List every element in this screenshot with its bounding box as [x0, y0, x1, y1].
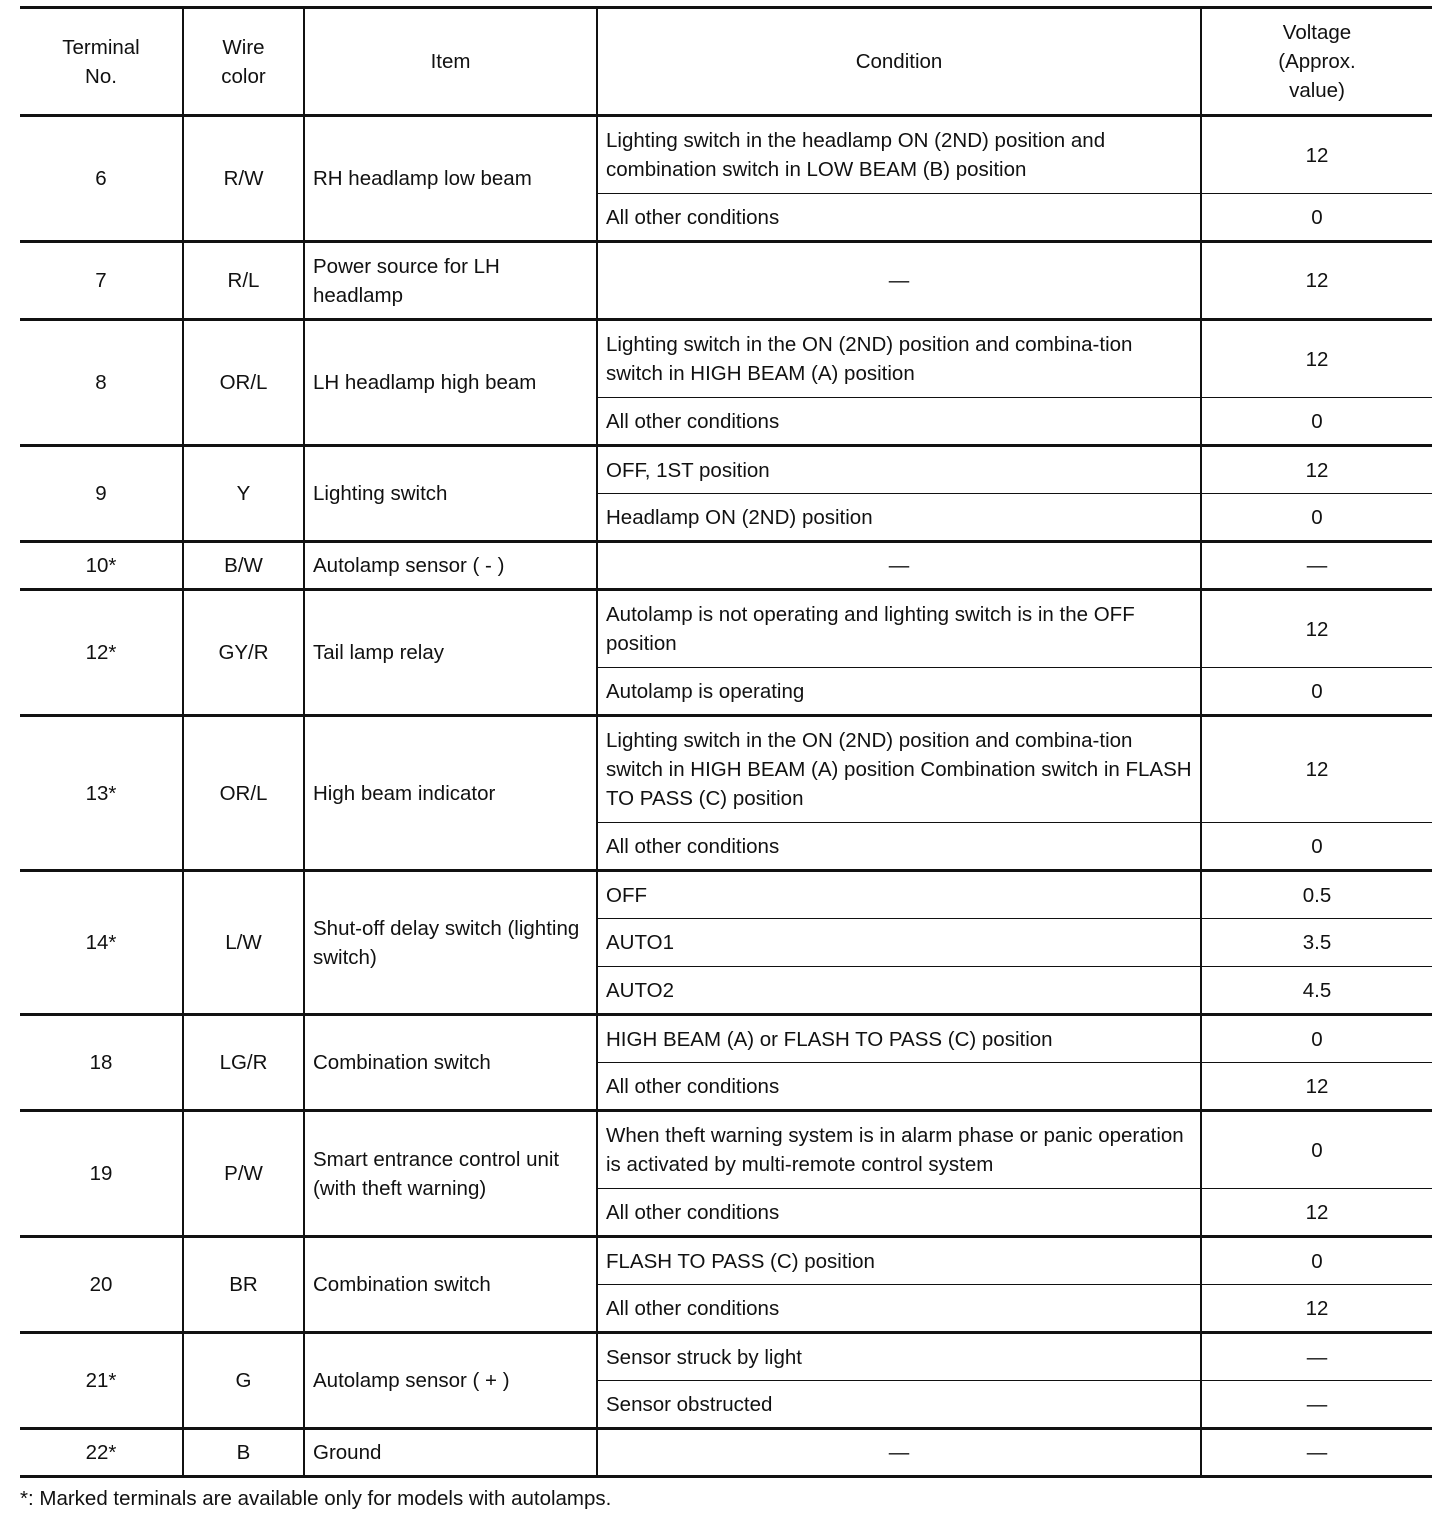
table-row	[20, 1015, 1432, 1063]
condition-cell: Autolamp is not operating and lighting switch is in the OFF position	[597, 590, 1201, 668]
table-row	[20, 1111, 1432, 1189]
condition-cell: FLASH TO PASS (C) position	[597, 1237, 1201, 1285]
item-cell: Combination switch	[304, 1237, 597, 1333]
table-row	[20, 1333, 1432, 1381]
voltage-cell: 0	[1201, 823, 1432, 871]
condition-cell: All other conditions	[597, 194, 1201, 242]
condition-cell: Headlamp ON (2ND) position	[597, 494, 1201, 542]
item-cell: Ground	[304, 1429, 597, 1477]
voltage-cell: 0	[1201, 668, 1432, 716]
terminal-voltage-table-container	[20, 6, 1432, 1478]
item-cell: RH headlamp low beam	[304, 116, 597, 242]
condition-cell: All other conditions	[597, 1189, 1201, 1237]
table-row	[20, 116, 1432, 194]
wire-color-cell: P/W	[183, 1111, 304, 1237]
terminal-number-cell: 18	[20, 1015, 183, 1111]
condition-cell: Sensor struck by light	[597, 1333, 1201, 1381]
wire-color-cell: B/W	[183, 542, 304, 590]
table-header-row	[20, 8, 1432, 116]
voltage-cell: 12	[1201, 1189, 1432, 1237]
footnote: *: Marked terminals are available only for models with autolamps.	[20, 1487, 612, 1510]
terminal-number-cell: 12*	[20, 590, 183, 716]
condition-cell: All other conditions	[597, 823, 1201, 871]
condition-cell: Lighting switch in the ON (2ND) position and combina-tion switch in HIGH BEAM (A) position Combination switch in FLASH TO PASS (C) position	[597, 716, 1201, 823]
item-cell: Autolamp sensor ( + )	[304, 1333, 597, 1429]
terminal-number-cell: 6	[20, 116, 183, 242]
wire-color-cell: Y	[183, 446, 304, 542]
terminal-number-cell: 21*	[20, 1333, 183, 1429]
voltage-cell: 12	[1201, 446, 1432, 494]
terminal-number-cell: 14*	[20, 871, 183, 1015]
terminal-number-cell: 19	[20, 1111, 183, 1237]
voltage-cell: 12	[1201, 1063, 1432, 1111]
terminal-number-cell: 9	[20, 446, 183, 542]
condition-cell: When theft warning system is in alarm phase or panic operation is activated by multi-remote control system	[597, 1111, 1201, 1189]
voltage-cell: 0	[1201, 1111, 1432, 1189]
wire-color-cell: OR/L	[183, 716, 304, 871]
voltage-cell: —	[1201, 1333, 1432, 1381]
voltage-cell: 3.5	[1201, 919, 1432, 967]
condition-cell: AUTO1	[597, 919, 1201, 967]
terminal-number-cell: 20	[20, 1237, 183, 1333]
wire-color-cell: B	[183, 1429, 304, 1477]
condition-cell: OFF, 1ST position	[597, 446, 1201, 494]
header-wire: Wire color	[183, 8, 304, 116]
voltage-cell: 0	[1201, 1237, 1432, 1285]
terminal-number-cell: 10*	[20, 542, 183, 590]
condition-cell: All other conditions	[597, 1063, 1201, 1111]
table-row	[20, 716, 1432, 823]
terminal-number-cell: 7	[20, 242, 183, 320]
voltage-cell: —	[1201, 1429, 1432, 1477]
table-row	[20, 542, 1432, 590]
item-cell: Tail lamp relay	[304, 590, 597, 716]
condition-cell: —	[597, 542, 1201, 590]
voltage-cell: 12	[1201, 116, 1432, 194]
item-cell: Lighting switch	[304, 446, 597, 542]
voltage-cell: 0	[1201, 194, 1432, 242]
voltage-cell: 0	[1201, 398, 1432, 446]
condition-cell: All other conditions	[597, 1285, 1201, 1333]
condition-cell: Lighting switch in the ON (2ND) position and combina-tion switch in HIGH BEAM (A) position	[597, 320, 1201, 398]
voltage-cell: 12	[1201, 590, 1432, 668]
item-cell: Smart entrance control unit (with theft warning)	[304, 1111, 597, 1237]
table-row	[20, 320, 1432, 398]
condition-cell: Autolamp is operating	[597, 668, 1201, 716]
condition-cell: AUTO2	[597, 967, 1201, 1015]
voltage-cell: 0	[1201, 494, 1432, 542]
wire-color-cell: R/L	[183, 242, 304, 320]
voltage-cell: —	[1201, 1381, 1432, 1429]
table-row	[20, 446, 1432, 494]
header-item: Item	[304, 8, 597, 116]
wire-color-cell: GY/R	[183, 590, 304, 716]
table-row	[20, 1237, 1432, 1285]
terminal-number-cell: 8	[20, 320, 183, 446]
voltage-cell: —	[1201, 542, 1432, 590]
wire-color-cell: L/W	[183, 871, 304, 1015]
table-row	[20, 590, 1432, 668]
voltage-cell: 0	[1201, 1015, 1432, 1063]
condition-cell: All other conditions	[597, 398, 1201, 446]
table-row	[20, 1429, 1432, 1477]
voltage-cell: 4.5	[1201, 967, 1432, 1015]
table-row	[20, 242, 1432, 320]
condition-cell: OFF	[597, 871, 1201, 919]
table-row	[20, 871, 1432, 919]
item-cell: High beam indicator	[304, 716, 597, 871]
item-cell: Power source for LH headlamp	[304, 242, 597, 320]
condition-cell: —	[597, 1429, 1201, 1477]
voltage-cell: 12	[1201, 320, 1432, 398]
wire-color-cell: R/W	[183, 116, 304, 242]
item-cell: LH headlamp high beam	[304, 320, 597, 446]
terminal-number-cell: 13*	[20, 716, 183, 871]
terminal-number-cell: 22*	[20, 1429, 183, 1477]
item-cell: Combination switch	[304, 1015, 597, 1111]
voltage-cell: 12	[1201, 1285, 1432, 1333]
item-cell: Shut-off delay switch (lighting switch)	[304, 871, 597, 1015]
table-body	[20, 116, 1432, 1477]
condition-cell: Sensor obstructed	[597, 1381, 1201, 1429]
voltage-cell: 12	[1201, 242, 1432, 320]
wire-color-cell: BR	[183, 1237, 304, 1333]
voltage-cell: 12	[1201, 716, 1432, 823]
item-cell: Autolamp sensor ( - )	[304, 542, 597, 590]
voltage-cell: 0.5	[1201, 871, 1432, 919]
wire-color-cell: OR/L	[183, 320, 304, 446]
wire-color-cell: LG/R	[183, 1015, 304, 1111]
condition-cell: Lighting switch in the headlamp ON (2ND) position and combination switch in LOW BEAM (B) position	[597, 116, 1201, 194]
wire-color-cell: G	[183, 1333, 304, 1429]
terminal-voltage-table	[20, 6, 1432, 1478]
header-voltage: Voltage (Approx. value)	[1201, 8, 1432, 116]
condition-cell: —	[597, 242, 1201, 320]
header-terminal: Terminal No.	[20, 8, 183, 116]
header-condition: Condition	[597, 8, 1201, 116]
condition-cell: HIGH BEAM (A) or FLASH TO PASS (C) position	[597, 1015, 1201, 1063]
